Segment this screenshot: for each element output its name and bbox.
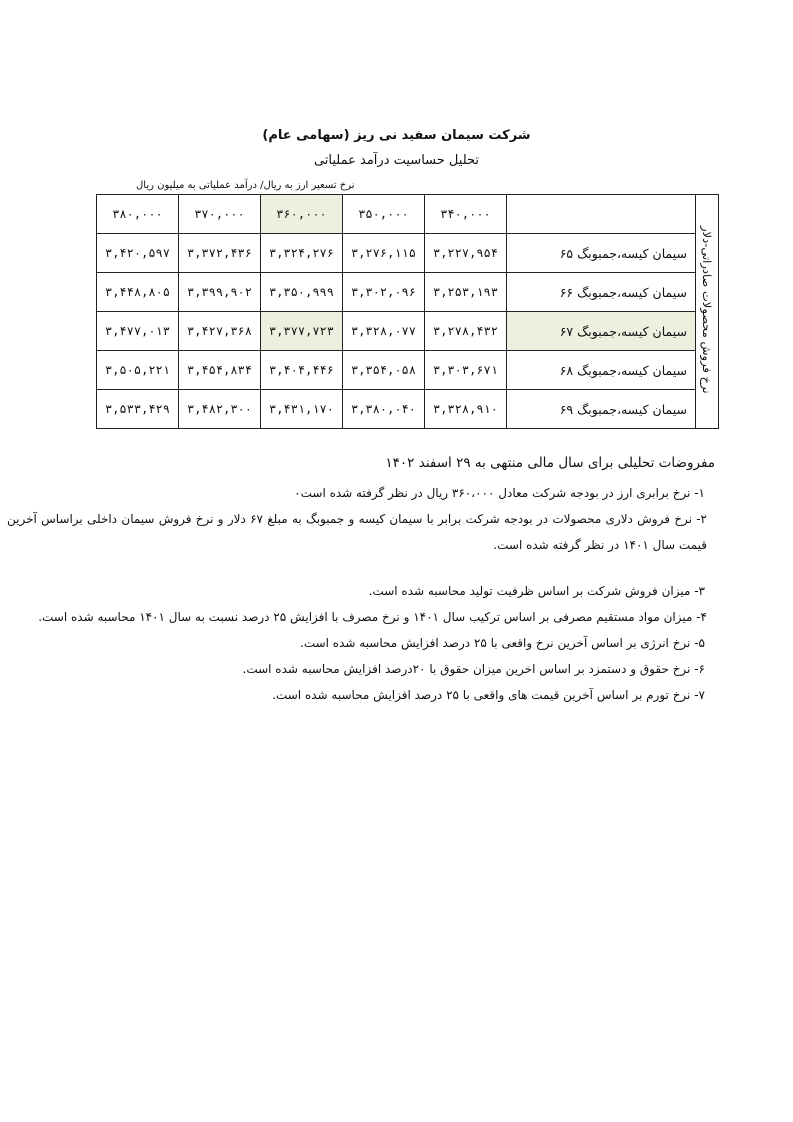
assumption-item: ۴- میزان مواد مستقیم مصرفی بر اساس ترکیب سال ۱۴۰۱ و نرخ مصرف با افزایش ۲۵ درصد نسبت به سال ۱۴۰۱ محاسبه شده است. — [38, 610, 707, 624]
row-label: سیمان کیسه،جمبوبگ ۶۹ — [507, 390, 696, 429]
table-cell: ۳,۳۰۲,۰۹۶ — [343, 273, 425, 312]
units-note: نرخ تسعیر ارز به ریال/ درآمد عملیاتی به میلیون ریال — [136, 180, 355, 191]
assumptions-section — [7, 450, 715, 708]
table-cell: ۳,۲۵۳,۱۹۳ — [425, 273, 507, 312]
table-cell: ۳,۴۳۱,۱۷۰ — [261, 390, 343, 429]
assumptions-heading: مفروضات تحلیلی برای سال مالی منتهی به ۲۹ اسفند ۱۴۰۲ — [385, 455, 715, 471]
column-header: ۳۸۰,۰۰۰ — [97, 195, 179, 234]
side-label-cell — [696, 195, 719, 429]
row-label: سیمان کیسه،جمبوبگ ۶۸ — [507, 351, 696, 390]
side-label: نرخ فروش محصولات صادراتی-دلار — [700, 226, 714, 394]
document-title: شرکت سیمان سفید نی ریز (سهامی عام) — [262, 128, 531, 143]
table-cell: ۳,۳۰۳,۶۷۱ — [425, 351, 507, 390]
table-cell: ۳,۲۲۷,۹۵۴ — [425, 234, 507, 273]
table-row — [97, 234, 719, 273]
assumption-item: ۲- نرخ فروش دلاری محصولات در بودجه شرکت برابر با سیمان کیسه و جمبوبگ به مبلغ ۶۷ دلار و نرخ فروش سیمان داخلی براساس آخرین قیمت سال ۱۴۰۱ در نظر گرفته شده است. — [7, 512, 707, 552]
table-cell: ۳,۳۵۴,۰۵۸ — [343, 351, 425, 390]
column-header-highlighted: ۳۶۰,۰۰۰ — [261, 195, 343, 234]
row-label: سیمان کیسه،جمبوبگ ۶۵ — [507, 234, 696, 273]
row-label: سیمان کیسه،جمبوبگ ۶۶ — [507, 273, 696, 312]
assumption-item: ۵- نرخ انرژی بر اساس آخرین نرخ واقعی با ۲۵ درصد افزایش محاسبه شده است. — [300, 636, 705, 650]
table-cell: ۳,۳۲۸,۰۷۷ — [343, 312, 425, 351]
row-label-highlighted: سیمان کیسه،جمبوبگ ۶۷ — [507, 312, 696, 351]
table-cell: ۳,۳۲۸,۹۱۰ — [425, 390, 507, 429]
table-row — [97, 312, 719, 351]
table-header-row — [97, 195, 719, 234]
table-row — [97, 273, 719, 312]
table-cell: ۳,۵۰۵,۲۲۱ — [97, 351, 179, 390]
table-cell: ۳,۵۳۳,۴۲۹ — [97, 390, 179, 429]
column-header: ۳۷۰,۰۰۰ — [179, 195, 261, 234]
header-corner-cell — [507, 195, 696, 234]
table-cell: ۳,۳۹۹,۹۰۲ — [179, 273, 261, 312]
table-cell: ۳,۴۲۷,۳۶۸ — [179, 312, 261, 351]
assumption-item: ۳- میزان فروش شرکت بر اساس ظرفیت تولید محاسبه شده است. — [368, 584, 705, 598]
table-cell-highlighted: ۳,۳۷۷,۷۲۳ — [261, 312, 343, 351]
table-cell: ۳,۳۲۴,۲۷۶ — [261, 234, 343, 273]
assumption-item: ۱- نرخ برابری ارز در بودجه شرکت معادل ۳۶۰،۰۰۰ ریال در نظر گرفته شده است٠ — [294, 486, 705, 500]
table-cell: ۳,۴۰۴,۴۴۶ — [261, 351, 343, 390]
table-row — [97, 390, 719, 429]
table-cell: ۳,۴۴۸,۸۰۵ — [97, 273, 179, 312]
table-cell: ۳,۴۲۰,۵۹۷ — [97, 234, 179, 273]
table-cell: ۳,۴۷۷,۰۱۳ — [97, 312, 179, 351]
table-cell: ۳,۳۸۰,۰۴۰ — [343, 390, 425, 429]
table-cell: ۳,۳۷۲,۴۳۶ — [179, 234, 261, 273]
table-row — [97, 351, 719, 390]
assumption-item: ۶- نرخ حقوق و دستمزد بر اساس اخرین میزان حقوق با ۲۰درصد افزایش محاسبه شده است. — [242, 662, 705, 676]
table-cell: ۳,۲۷۶,۱۱۵ — [343, 234, 425, 273]
sensitivity-table — [96, 194, 719, 429]
assumption-item: ۷- نرخ تورم بر اساس آخرین قیمت های واقعی با ۲۵ درصد افزایش محاسبه شده است. — [272, 688, 705, 702]
table-cell: ۳,۴۸۲,۳۰۰ — [179, 390, 261, 429]
column-header: ۳۵۰,۰۰۰ — [343, 195, 425, 234]
table-cell: ۳,۲۷۸,۴۳۲ — [425, 312, 507, 351]
column-header: ۳۴۰,۰۰۰ — [425, 195, 507, 234]
table-cell: ۳,۳۵۰,۹۹۹ — [261, 273, 343, 312]
document-subtitle: تحلیل حساسیت درآمد عملیاتی — [313, 153, 480, 168]
table-cell: ۳,۴۵۴,۸۳۴ — [179, 351, 261, 390]
